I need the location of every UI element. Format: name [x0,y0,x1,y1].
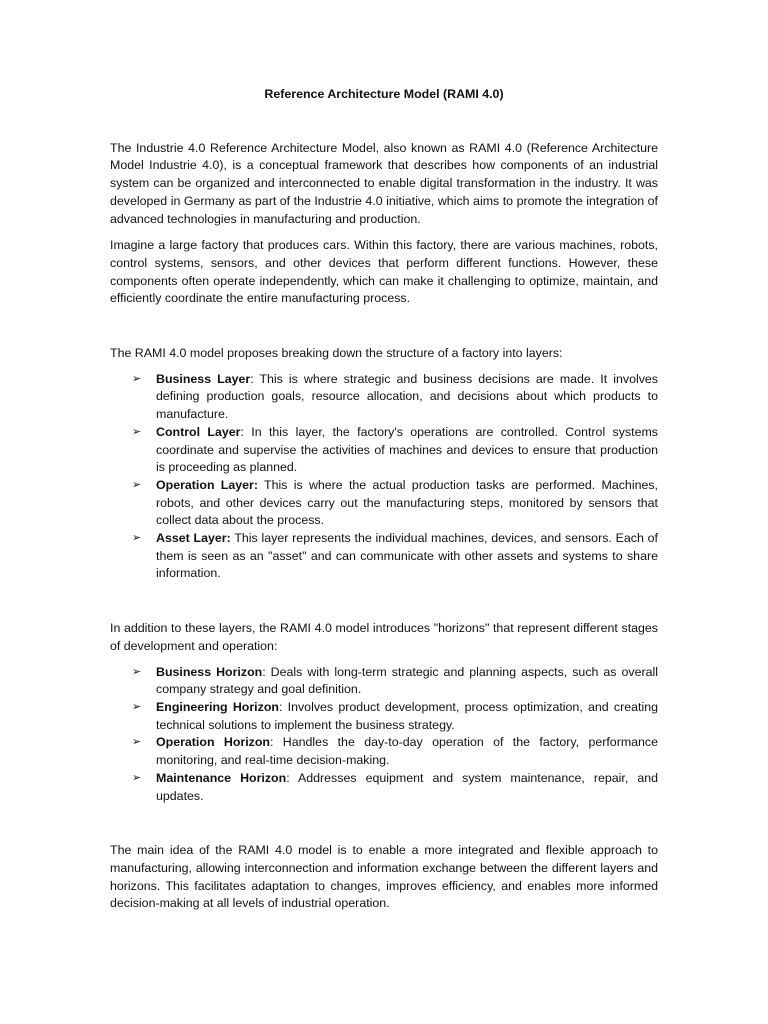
horizon-term: Business Horizon [156,664,263,679]
arrowhead-bullet-icon: ➢ [132,532,142,545]
list-item-operation-layer [110,477,658,530]
horizon-description: : Involves product development, process optimization, and creating technical solutions to implement the business strategy. [156,699,659,732]
horizon-term: Engineering Horizon [156,699,279,714]
layers-intro-paragraph: The RAMI 4.0 model proposes breaking down the structure of a factory into layers: [110,346,563,361]
layer-description: : This is where strategic and business decisions are made. It involves defining production goals, resource allocation, and decisions about which products to manufacture. [156,371,658,422]
list-item-business-horizon [110,664,658,699]
horizon-term: Operation Horizon [156,735,270,750]
document-page [110,86,658,913]
layers-list [110,371,658,583]
horizons-list [110,664,658,806]
arrowhead-bullet-icon: ➢ [132,425,142,438]
horizon-description: : Deals with long-term strategic and planning aspects, such as overall company strategy and goal definition. [156,664,659,697]
list-item-maintenance-horizon [110,770,658,805]
layer-term: Operation Layer: [156,477,258,492]
conclusion-paragraph: The main idea of the RAMI 4.0 model is to enable a more integrated and flexible approach to manufacturing, allowing interconnection and information exchange between the different layers and horizons. This facilitates adaptation to changes, improves efficiency, and enables more informed decision-making at all levels of industrial operation. [110,843,658,911]
arrowhead-bullet-icon: ➢ [132,771,142,784]
intro-paragraph-2: Imagine a large factory that produces cars. Within this factory, there are various machines, robots, control systems, sensors, and other devices that perform different functions. However, these components often operate independently, which can make it challenging to optimize, maintain, and efficiently coordinate the entire manufacturing process. [110,238,658,306]
list-item-engineering-horizon [110,699,658,734]
layer-description: This layer represents the individual machines, devices, and sensors. Each of them is seen as an "asset" and can communicate with other assets and systems to share information. [156,531,658,581]
arrowhead-bullet-icon: ➢ [132,665,142,678]
layer-term: Asset Layer: [156,531,231,546]
layer-description: : In this layer, the factory's operations are controlled. Control systems coordinate and supervise the activities of machines and devices to ensure that production is proceeding as planned. [156,424,658,475]
layer-description: This is where the actual production tasks are performed. Machines, robots, and other devices carry out the manufacturing steps, monitored by sensors that collect data about the process. [156,477,658,528]
list-item-operation-horizon [110,734,658,769]
list-item-control-layer [110,424,658,477]
list-item-asset-layer [110,530,658,583]
arrowhead-bullet-icon: ➢ [132,700,142,713]
layer-term: Business Layer [156,371,251,386]
arrowhead-bullet-icon: ➢ [132,736,142,749]
horizon-description: : Handles the day-to-day operation of the factory, performance monitoring, and real-time decision-making. [156,735,659,768]
arrowhead-bullet-icon: ➢ [132,372,142,385]
horizon-description: : Addresses equipment and system maintenance, repair, and updates. [156,770,658,803]
intro-paragraph-1: The Industrie 4.0 Reference Architecture Model, also known as RAMI 4.0 (Reference Architecture Model Industrie 4.0), is a conceptual framework that describes how components of an industrial system can be organized and interconnected to enable digital transformation in the industry. It was developed in Germany as part of the Industrie 4.0 initiative, which aims to promote the integration of advanced technologies in manufacturing and production. [110,140,658,226]
horizon-term: Maintenance Horizon [156,770,287,785]
layer-term: Control Layer [156,424,241,439]
list-item-business-layer [110,371,658,424]
arrowhead-bullet-icon: ➢ [132,478,142,491]
document-title: Reference Architecture Model (RAMI 4.0) [264,87,504,101]
horizons-intro-paragraph: In addition to these layers, the RAMI 4.0 model introduces "horizons" that represent different stages of development and operation: [110,621,658,653]
